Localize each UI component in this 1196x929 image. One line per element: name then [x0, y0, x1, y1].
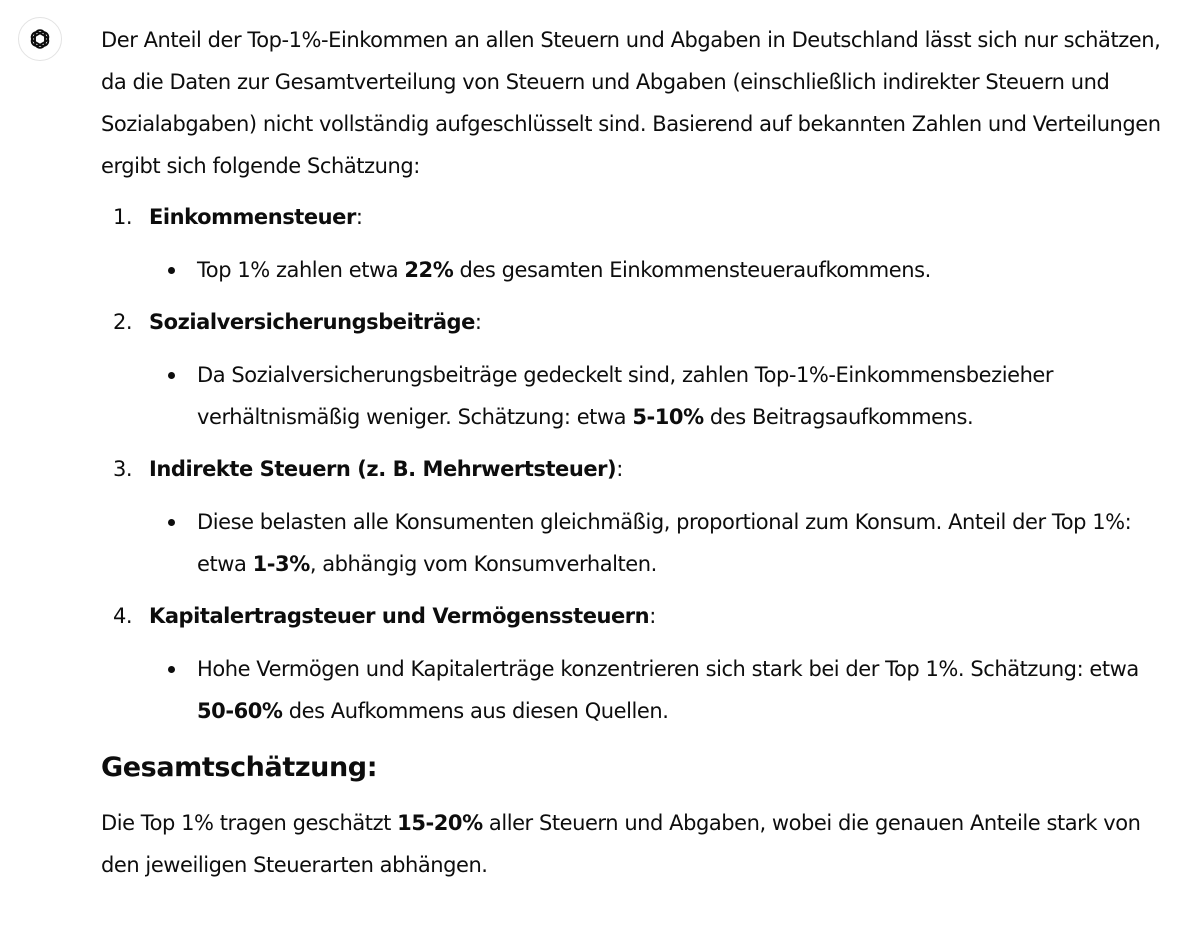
bullet-dot — [168, 666, 175, 673]
list-item-colon: : — [474, 310, 482, 334]
detail-text: des Aufkommens aus diesen Quellen. — [282, 699, 669, 723]
list-item-heading — [101, 448, 1171, 490]
detail-text: Hohe Vermögen und Kapitalerträge konzentrieren sich stark bei der Top 1%. Schätzung: etwa — [197, 657, 1139, 681]
detail-text: Da Sozialversicherungsbeiträge gedeckelt sind, zahlen Top-1%-Einkommensbezieher verhältnismäßig weniger. Schätzung: etwa — [197, 363, 1054, 429]
sub-list-item — [101, 249, 1171, 291]
section-heading: Gesamtschätzung: — [101, 752, 378, 783]
list-item-title: Sozialversicherungsbeiträge — [149, 310, 475, 334]
list-item-title: Einkommensteuer — [149, 205, 356, 229]
detail-figure: 5-10% — [632, 405, 704, 429]
conclusion-text: aller Steuern und Abgaben, wobei die genauen Anteile stark von den jeweiligen Steuerarten abhängen. — [101, 811, 1141, 877]
list-item — [101, 595, 1171, 732]
bullet-dot — [168, 519, 175, 526]
sub-list — [101, 249, 1171, 291]
bullet-dot — [168, 267, 175, 274]
detail-text: des Beitragsaufkommens. — [703, 405, 974, 429]
conclusion-figure: 15-20% — [397, 811, 483, 835]
estimate-list — [101, 196, 1171, 732]
list-item-number: 2. — [113, 310, 133, 334]
sub-list-item — [101, 354, 1171, 438]
list-item-title: Kapitalertragsteuer und Vermögenssteuern — [149, 604, 650, 628]
list-item-title: Indirekte Steuern (z. B. Mehrwertsteuer) — [149, 457, 617, 481]
assistant-message — [101, 19, 1171, 886]
conclusion-text: Die Top 1% tragen geschätzt — [101, 811, 398, 835]
detail-figure: 1-3% — [252, 552, 310, 576]
openai-logo-icon — [26, 25, 54, 53]
sub-list — [101, 354, 1171, 438]
intro-paragraph: Der Anteil der Top-1%-Einkommen an allen Steuern und Abgaben in Deutschland lässt sich nur schätzen, da die Daten zur Gesamtverteilung von Steuern und Abgaben (einschließlich indirekter Steuern und Sozialabgaben) nicht vollständig aufgeschlüsselt sind. Basierend auf bekannten Zahlen und Verteilungen ergibt sich folgende Schätzung: — [101, 28, 1161, 178]
list-item — [101, 196, 1171, 291]
list-item-colon: : — [355, 205, 363, 229]
detail-figure: 22% — [404, 258, 454, 282]
list-item-heading — [101, 301, 1171, 343]
sub-list — [101, 501, 1171, 585]
list-item-colon: : — [616, 457, 623, 481]
list-item-number: 3. — [113, 457, 133, 481]
list-item-number: 1. — [113, 205, 133, 229]
list-item-colon: : — [649, 604, 656, 628]
list-item-number: 4. — [113, 604, 133, 628]
list-item — [101, 448, 1171, 585]
detail-text: des gesamten Einkommensteueraufkommens. — [453, 258, 931, 282]
detail-text: , abhängig vom Konsumverhalten. — [309, 552, 657, 576]
sub-list-item — [101, 648, 1171, 732]
sub-list — [101, 648, 1171, 732]
list-item-heading — [101, 196, 1171, 238]
detail-text: Diese belasten alle Konsumenten gleichmäßig, proportional zum Konsum. Anteil der Top 1%: etwa — [197, 510, 1132, 576]
assistant-avatar — [18, 17, 62, 61]
detail-text: Top 1% zahlen etwa — [197, 258, 405, 282]
conclusion-paragraph — [101, 802, 1171, 886]
detail-figure: 50-60% — [197, 699, 283, 723]
sub-list-item — [101, 501, 1171, 585]
list-item-heading — [101, 595, 1171, 637]
list-item — [101, 301, 1171, 438]
bullet-dot — [168, 372, 175, 379]
